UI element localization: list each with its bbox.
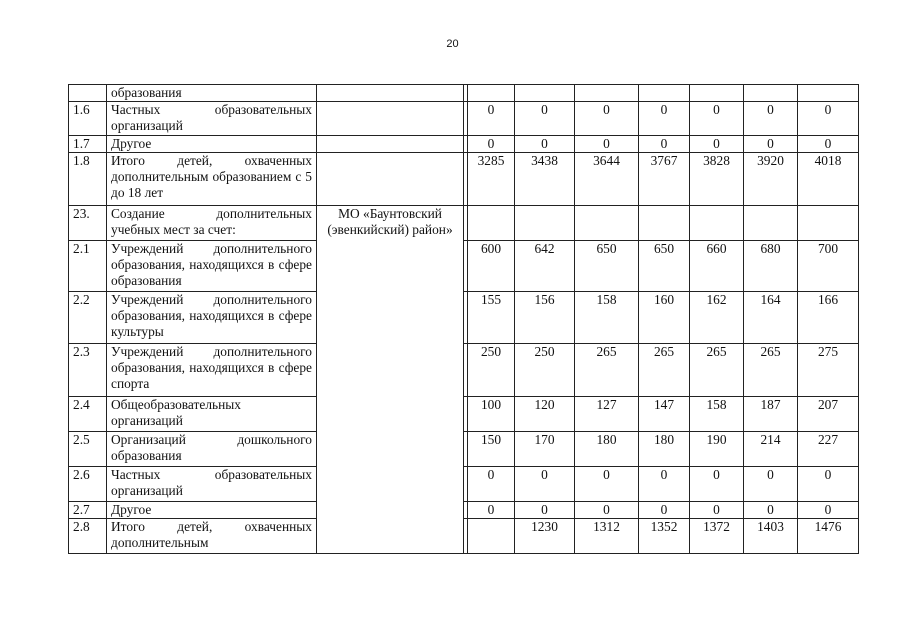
value-cell: 0 bbox=[690, 136, 744, 153]
value-cell: 0 bbox=[744, 502, 798, 519]
row-description: Частных образовательных организаций bbox=[107, 467, 317, 502]
value-cell: 1372 bbox=[690, 519, 744, 554]
value-cell: 100 bbox=[468, 397, 515, 432]
table-row bbox=[69, 397, 859, 432]
table-row bbox=[69, 519, 859, 554]
value-cell: 0 bbox=[744, 102, 798, 136]
value-cell: 0 bbox=[575, 136, 639, 153]
value-cell: 3438 bbox=[515, 153, 575, 206]
row-description: Учреждений дополнительного образования, находящихся в сфере спорта bbox=[107, 344, 317, 397]
value-cell: 1312 bbox=[575, 519, 639, 554]
value-cell: 1476 bbox=[798, 519, 859, 554]
value-cell: 3285 bbox=[468, 153, 515, 206]
value-cell bbox=[639, 85, 690, 102]
value-cell bbox=[575, 206, 639, 241]
value-cell: 158 bbox=[690, 397, 744, 432]
row-number: 23. bbox=[69, 206, 107, 241]
value-cell: 650 bbox=[575, 241, 639, 292]
row-description: Создание дополнительных учебных мест за счет: bbox=[107, 206, 317, 241]
value-cell: 642 bbox=[515, 241, 575, 292]
value-cell: 275 bbox=[798, 344, 859, 397]
value-cell: 0 bbox=[690, 467, 744, 502]
value-cell bbox=[744, 85, 798, 102]
organization-cell: МО «Баунтовский (эвенкийский) район» bbox=[317, 206, 464, 554]
row-description: Итого детей, охваченных дополнительным образованием с 5 до 18 лет bbox=[107, 153, 317, 206]
value-cell: 0 bbox=[798, 136, 859, 153]
value-cell: 3644 bbox=[575, 153, 639, 206]
value-cell bbox=[798, 85, 859, 102]
value-cell: 250 bbox=[515, 344, 575, 397]
value-cell: 0 bbox=[798, 502, 859, 519]
value-cell: 0 bbox=[639, 136, 690, 153]
value-cell: 0 bbox=[798, 102, 859, 136]
value-cell bbox=[515, 206, 575, 241]
table-row bbox=[69, 467, 859, 502]
value-cell: 162 bbox=[690, 292, 744, 344]
table-row bbox=[69, 344, 859, 397]
value-cell: 3920 bbox=[744, 153, 798, 206]
table-body bbox=[69, 85, 859, 554]
value-cell: 3767 bbox=[639, 153, 690, 206]
row-description: Общеобразовательных организаций bbox=[107, 397, 317, 432]
table-row bbox=[69, 206, 859, 241]
row-description: Другое bbox=[107, 136, 317, 153]
value-cell: 160 bbox=[639, 292, 690, 344]
value-cell: 120 bbox=[515, 397, 575, 432]
value-cell: 265 bbox=[690, 344, 744, 397]
row-description: Другое bbox=[107, 502, 317, 519]
value-cell: 0 bbox=[575, 502, 639, 519]
organization-cell bbox=[317, 136, 464, 153]
value-cell: 0 bbox=[639, 467, 690, 502]
value-cell bbox=[690, 85, 744, 102]
row-description: Частных образовательных организаций bbox=[107, 102, 317, 136]
table-row bbox=[69, 432, 859, 467]
value-cell: 150 bbox=[468, 432, 515, 467]
row-number: 2.4 bbox=[69, 397, 107, 432]
organization-cell bbox=[317, 153, 464, 206]
row-description: Учреждений дополнительного образования, находящихся в сфере образования bbox=[107, 241, 317, 292]
row-number: 2.6 bbox=[69, 467, 107, 502]
value-cell: 660 bbox=[690, 241, 744, 292]
column-gap bbox=[468, 519, 515, 554]
value-cell: 0 bbox=[744, 136, 798, 153]
value-cell: 127 bbox=[575, 397, 639, 432]
value-cell: 1230 bbox=[515, 519, 575, 554]
value-cell: 0 bbox=[639, 502, 690, 519]
value-cell: 0 bbox=[798, 467, 859, 502]
value-cell: 180 bbox=[575, 432, 639, 467]
value-cell: 0 bbox=[468, 136, 515, 153]
value-cell: 265 bbox=[575, 344, 639, 397]
value-cell: 0 bbox=[515, 467, 575, 502]
organization-cell bbox=[317, 85, 464, 102]
value-cell bbox=[744, 206, 798, 241]
value-cell: 170 bbox=[515, 432, 575, 467]
value-cell bbox=[468, 85, 515, 102]
table-row bbox=[69, 85, 859, 102]
row-number: 2.2 bbox=[69, 292, 107, 344]
value-cell: 147 bbox=[639, 397, 690, 432]
value-cell: 0 bbox=[515, 136, 575, 153]
value-cell: 164 bbox=[744, 292, 798, 344]
table-row bbox=[69, 153, 859, 206]
value-cell: 250 bbox=[468, 344, 515, 397]
value-cell: 156 bbox=[515, 292, 575, 344]
row-number: 1.8 bbox=[69, 153, 107, 206]
value-cell: 158 bbox=[575, 292, 639, 344]
row-number: 2.3 bbox=[69, 344, 107, 397]
value-cell: 0 bbox=[575, 102, 639, 136]
row-description: Учреждений дополнительного образования, находящихся в сфере культуры bbox=[107, 292, 317, 344]
value-cell: 1403 bbox=[744, 519, 798, 554]
value-cell: 227 bbox=[798, 432, 859, 467]
row-description: Итого детей, охваченных дополнительным bbox=[107, 519, 317, 554]
row-number: 2.8 bbox=[69, 519, 107, 554]
value-cell: 3828 bbox=[690, 153, 744, 206]
row-description: Организаций дошкольного образования bbox=[107, 432, 317, 467]
value-cell: 1352 bbox=[639, 519, 690, 554]
value-cell: 680 bbox=[744, 241, 798, 292]
value-cell: 0 bbox=[690, 502, 744, 519]
row-number: 2.1 bbox=[69, 241, 107, 292]
row-number: 2.5 bbox=[69, 432, 107, 467]
page-number: 20 bbox=[446, 38, 459, 50]
value-cell: 0 bbox=[639, 102, 690, 136]
value-cell bbox=[468, 206, 515, 241]
value-cell: 4018 bbox=[798, 153, 859, 206]
value-cell: 187 bbox=[744, 397, 798, 432]
table-row bbox=[69, 136, 859, 153]
row-number bbox=[69, 85, 107, 102]
value-cell: 600 bbox=[468, 241, 515, 292]
row-number: 2.7 bbox=[69, 502, 107, 519]
value-cell: 265 bbox=[744, 344, 798, 397]
table-row bbox=[69, 502, 859, 519]
data-table bbox=[68, 84, 859, 554]
value-cell bbox=[690, 206, 744, 241]
value-cell: 0 bbox=[744, 467, 798, 502]
table-row bbox=[69, 241, 859, 292]
value-cell bbox=[798, 206, 859, 241]
value-cell: 265 bbox=[639, 344, 690, 397]
value-cell bbox=[575, 85, 639, 102]
value-cell: 0 bbox=[468, 467, 515, 502]
value-cell: 207 bbox=[798, 397, 859, 432]
value-cell bbox=[515, 85, 575, 102]
row-number: 1.6 bbox=[69, 102, 107, 136]
value-cell: 214 bbox=[744, 432, 798, 467]
value-cell: 0 bbox=[575, 467, 639, 502]
row-description: образования bbox=[107, 85, 317, 102]
value-cell: 700 bbox=[798, 241, 859, 292]
value-cell: 0 bbox=[515, 502, 575, 519]
value-cell: 166 bbox=[798, 292, 859, 344]
table-row bbox=[69, 102, 859, 136]
value-cell: 0 bbox=[690, 102, 744, 136]
value-cell: 180 bbox=[639, 432, 690, 467]
value-cell: 650 bbox=[639, 241, 690, 292]
table-row bbox=[69, 292, 859, 344]
value-cell: 0 bbox=[515, 102, 575, 136]
value-cell: 0 bbox=[468, 102, 515, 136]
value-cell: 190 bbox=[690, 432, 744, 467]
value-cell: 0 bbox=[468, 502, 515, 519]
value-cell bbox=[639, 206, 690, 241]
organization-cell bbox=[317, 102, 464, 136]
value-cell: 155 bbox=[468, 292, 515, 344]
row-number: 1.7 bbox=[69, 136, 107, 153]
